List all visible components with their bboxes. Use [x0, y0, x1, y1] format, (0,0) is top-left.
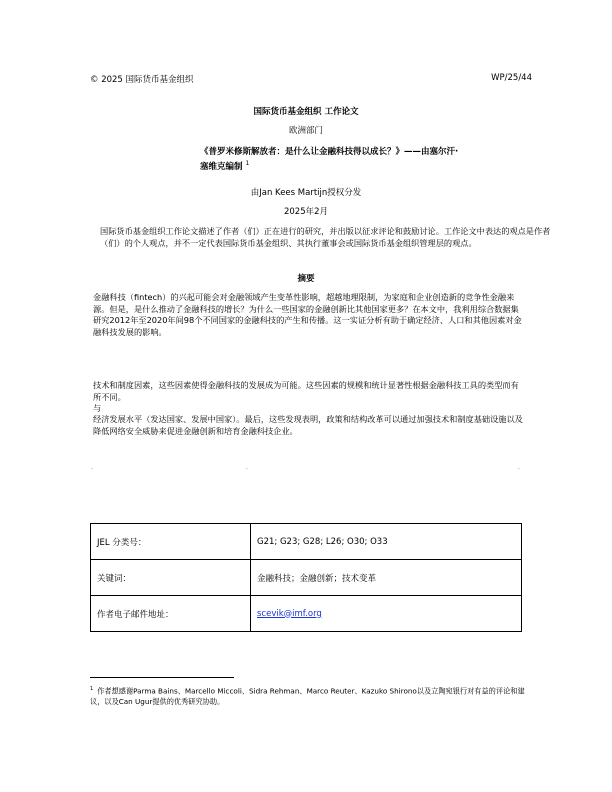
separator-dot: .: [91, 464, 93, 471]
department: 欧洲部门: [288, 126, 323, 136]
table-row: [91, 524, 522, 560]
separator-dot: .: [518, 464, 520, 471]
email-label: 作者电子邮件地址：: [91, 596, 251, 632]
paper-title: [200, 146, 460, 173]
abstract-heading: 摘要: [297, 274, 315, 284]
copyright-notice: © 2025 国际货币基金组织: [90, 75, 194, 85]
publication-date: 2025年2月: [283, 207, 329, 217]
footnote-divider: [90, 677, 234, 678]
authorization-line: 由Jan Kees Martijn授权分发: [250, 188, 362, 198]
paper-title-text: 《普罗米修斯解放者：是什么让金融科技得以成长？》——由塞尔汗·塞维克编制: [200, 147, 459, 172]
table-row: [91, 560, 522, 596]
footnote-marker: 1: [90, 686, 94, 692]
footnote: [90, 684, 530, 707]
title-footnote-marker[interactable]: 1: [245, 160, 250, 167]
series-title: 国际货币基金组织 工作论文: [253, 107, 359, 117]
author-email-link[interactable]: scevik@imf.org: [257, 608, 322, 619]
jel-codes: G21; G23; G28; L26; O30; O33: [251, 524, 522, 560]
keywords-value: 金融科技；金融创新；技术变革: [251, 560, 522, 596]
jel-label: JEL 分类号：: [91, 524, 251, 560]
keywords-label: 关键词：: [91, 560, 251, 596]
footnote-text: 作者想感谢Parma Bains、Marcello Miccoli、Sidra Rehman、Marco Reuter、Kazuko Shirono以及立陶宛银行对有益的评论和建议，以及Can Ugur提供的优秀研究协助。: [90, 686, 525, 706]
abstract-paragraph: 与: [93, 403, 102, 413]
paper-number: WP/25/44: [491, 73, 532, 83]
paper-info-table: [90, 523, 522, 632]
abstract-paragraph: 经济发展水平（发达国家、发展中国家）。最后，这些发现表明，政策和结构改革可以通过加强技术和制度基础设施以及降低网络安全威胁来促进金融创新和培育金融科技企业。: [93, 414, 523, 436]
separator-dot: .: [246, 464, 248, 471]
abstract-paragraph: 金融科技（fintech）的兴起可能会对金融领域产生变革性影响，超越地理限制，为家庭和企业创造新的竞争性金融来源。但是，是什么推动了金融科技的增长？为什么一些国家的金融创新比其他国家更多？在本文中，我利用综合数据集研究2012年至2020年间98个不同国家的金融科技的产生和传播。这一实证分析有助于确定经济、人口和其他因素对金融科技发展的影响。: [93, 292, 522, 337]
email-cell: [251, 596, 522, 632]
table-row: [91, 596, 522, 632]
abstract-paragraph: 技术和制度因素，这些因素使得金融科技的发展成为可能。这些因素的规模和统计显著性根据金融科技工具的类型而有所不同。: [93, 380, 519, 402]
disclaimer: 国际货币基金组织工作论文描述了作者（们）正在进行的研究，并出版以征求评论和鼓励讨论。工作论文中表达的观点是作者（们）的个人观点，并不一定代表国际货币基金组织、其执行董事会或国际货币基金组织管理层的观点。: [100, 226, 551, 248]
